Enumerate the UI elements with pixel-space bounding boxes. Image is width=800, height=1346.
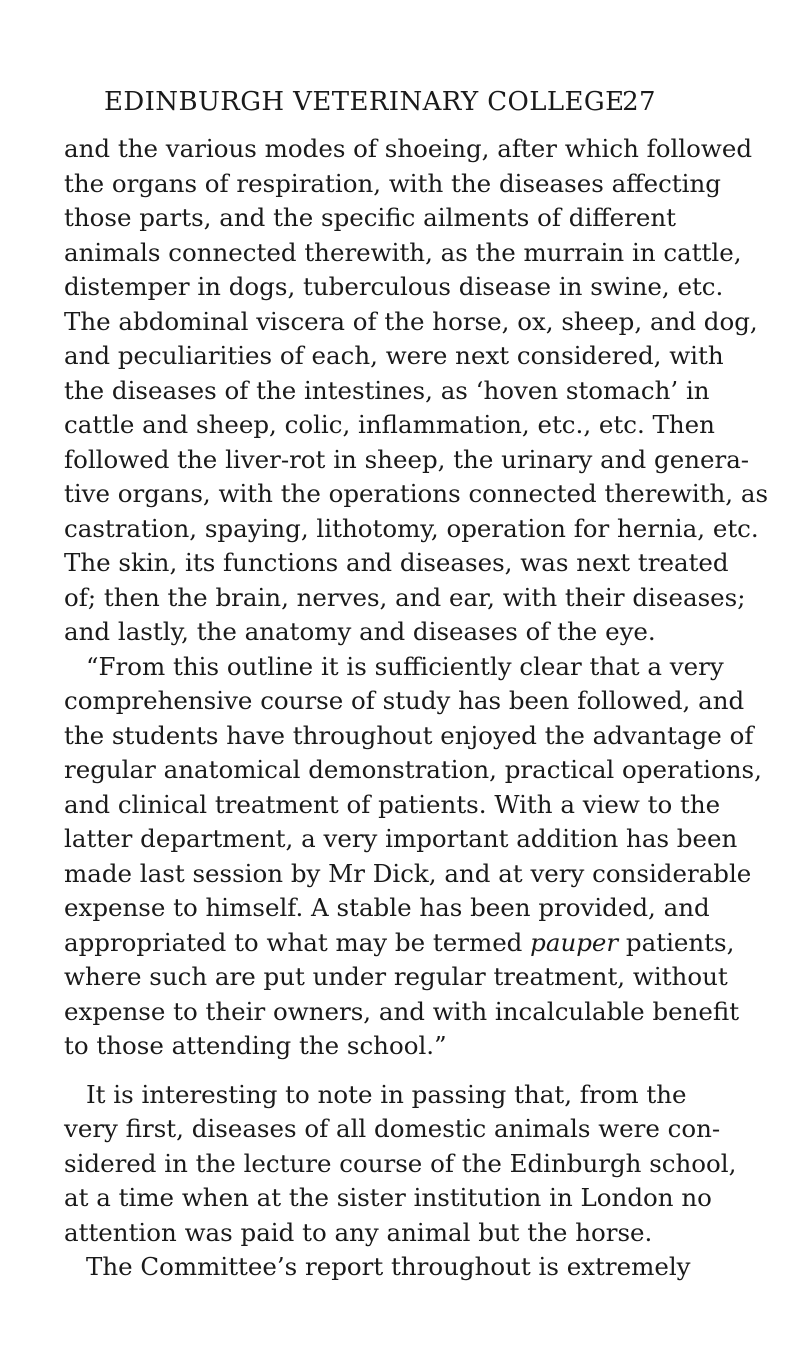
running-head	[104, 80, 656, 124]
text-run: patients,	[618, 927, 735, 957]
text-line: those parts, and the specific ailments of different	[64, 203, 677, 232]
text-line: made last session by Mr Dick, and at very considerable	[64, 858, 752, 888]
paragraph-gap	[64, 1064, 656, 1078]
text-line: and lastly, the anatomy and diseases of the eye.	[64, 617, 656, 646]
text-line: at a time when at the sister institution in London no	[64, 1183, 712, 1212]
text-line: distemper in dogs, tuberculous disease in swine, etc.	[64, 272, 724, 301]
body-text	[64, 132, 769, 1285]
text-line-with-emphasis	[64, 926, 735, 961]
running-title: EDINBURGH VETERINARY COLLEGE	[104, 87, 625, 117]
paragraph-4	[64, 1250, 691, 1285]
paragraph-2	[64, 650, 762, 1064]
text-line: cattle and sheep, colic, inflammation, etc., etc. Then	[64, 410, 715, 439]
text-line: The skin, its functions and diseases, was next treated	[64, 548, 729, 577]
text-line: The Committee’s report throughout is extremely	[86, 1252, 691, 1281]
italic-word: pauper	[530, 927, 619, 957]
text-line: the diseases of the intestines, as ‘hoven stomach’ in	[64, 375, 710, 405]
text-line: comprehensive course of study has been followed, and	[64, 686, 745, 715]
text-line: expense to himself. A stable has been provided, and	[64, 893, 710, 922]
text-line: the organs of respiration, with the diseases affecting	[64, 168, 721, 198]
paragraph-3	[64, 1078, 737, 1251]
text-line: It is interesting to note in passing that, from the	[86, 1079, 687, 1109]
text-line: of; then the brain, nerves, and ear, with their diseases;	[64, 582, 746, 612]
text-line: and clinical treatment of patients. With a view to the	[64, 789, 721, 819]
text-line: animals connected therewith, as the murrain in cattle,	[64, 237, 742, 267]
text-line: sidered in the lecture course of the Edinburgh school,	[64, 1148, 737, 1178]
text-line: “From this outline it is sufficiently clear that a very	[86, 651, 724, 681]
text-line: latter department, a very important addition has been	[64, 824, 738, 853]
paragraph-1	[64, 132, 769, 650]
text-line: the students have throughout enjoyed the advantage of	[64, 720, 754, 750]
text-line: attention was paid to any animal but the horse.	[64, 1217, 653, 1247]
text-line: and the various modes of shoeing, after which followed	[64, 134, 753, 163]
text-line: and peculiarities of each, were next considered, with	[64, 341, 724, 370]
text-line: tive organs, with the operations connected therewith, as	[64, 479, 769, 508]
text-line: The abdominal viscera of the horse, ox, sheep, and dog,	[64, 306, 758, 336]
text-line: followed the liver-rot in sheep, the urinary and genera-	[64, 444, 750, 474]
page-number: 27	[622, 87, 656, 117]
text-line: regular anatomical demonstration, practical operations,	[64, 755, 762, 784]
text-line: to those attending the school.”	[64, 1031, 447, 1060]
text-line: castration, spaying, lithotomy, operation for hernia, etc.	[64, 513, 759, 543]
text-line: very first, diseases of all domestic animals were con-	[64, 1114, 721, 1143]
text-line: where such are put under regular treatment, without	[64, 962, 728, 991]
text-line: expense to their owners, and with incalculable benefit	[64, 996, 740, 1026]
text-run: appropriated to what may be termed	[64, 927, 531, 957]
